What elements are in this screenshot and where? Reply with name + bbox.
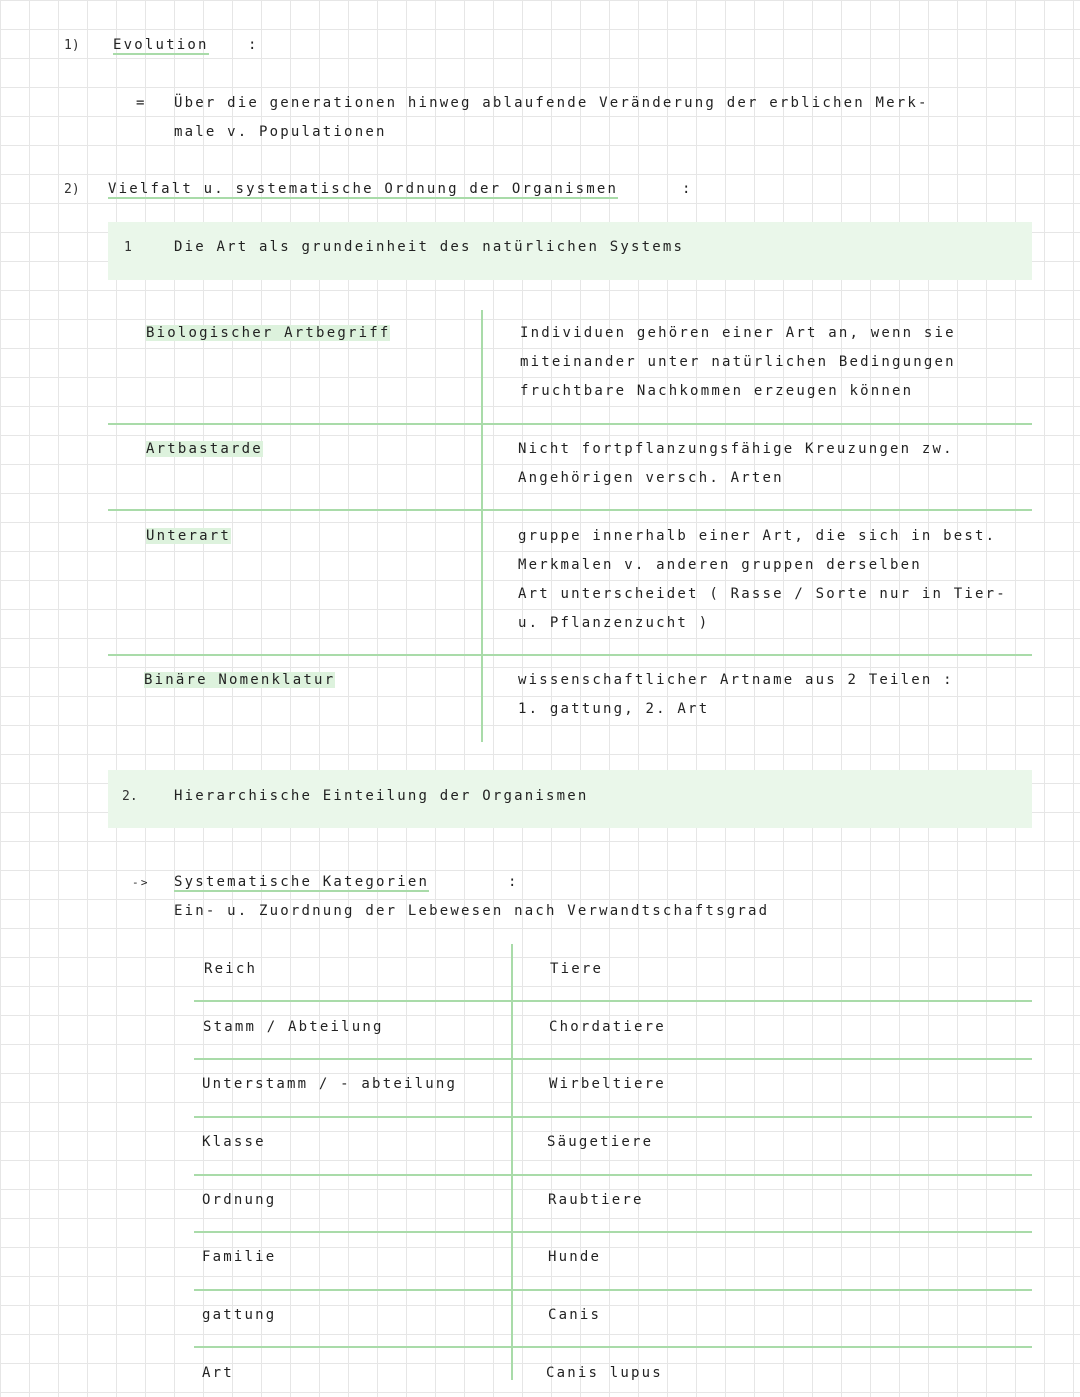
section-2-title: Vielfalt u. systematische Ordnung der Organismen	[108, 181, 619, 197]
hierarchy-row-separator	[194, 1000, 1032, 1002]
definitions-row-separator	[108, 423, 1032, 425]
evolution-definition-line-2: male v. Populationen	[174, 124, 387, 140]
definitions-divider	[481, 310, 483, 742]
section-1-title: Evolution	[113, 37, 209, 53]
rank-label: Art	[202, 1365, 234, 1381]
subsection-1-title: Die Art als grundeinheit des natürlichen Systems	[174, 239, 685, 255]
definition-text-line: Nicht fortpflanzungsfähige Kreuzungen zw.	[518, 441, 954, 457]
rank-example: Raubtiere	[548, 1192, 644, 1208]
rank-example: Chordatiere	[549, 1019, 666, 1035]
categories-description: Ein- u. Zuordnung der Lebewesen nach Verwandtschaftsgrad	[174, 903, 770, 919]
subsection-1-number: 1	[124, 240, 132, 255]
rank-example: Tiere	[550, 961, 604, 977]
arrow-icon: ->	[132, 876, 150, 889]
hierarchy-row-separator	[194, 1289, 1032, 1291]
section-2-number: 2)	[64, 182, 80, 197]
definition-text-line: u. Pflanzenzucht )	[518, 615, 710, 631]
rank-label: Ordnung	[202, 1192, 277, 1208]
rank-example: Canis	[548, 1307, 602, 1323]
evolution-definition-line-1: Über die generationen hinweg ablaufende Veränderung der erblichen Merk-	[174, 95, 929, 111]
rank-example: Hunde	[548, 1249, 602, 1265]
definition-term: Unterart	[146, 528, 232, 544]
rank-example: Canis lupus	[546, 1365, 663, 1381]
categories-title: Systematische Kategorien	[174, 874, 430, 890]
rank-label: Unterstamm / - abteilung	[202, 1076, 458, 1092]
hierarchy-row-separator	[194, 1116, 1032, 1118]
definition-text-line: 1. gattung, 2. Art	[518, 701, 710, 717]
definition-text-line: Angehörigen versch. Arten	[518, 470, 784, 486]
definition-text-line: gruppe innerhalb einer Art, die sich in best.	[518, 528, 997, 544]
section-2-colon: :	[682, 181, 693, 197]
definition-text-line: fruchtbare Nachkommen erzeugen können	[520, 383, 914, 399]
hierarchy-row-separator	[194, 1058, 1032, 1060]
subsection-2-number: 2.	[122, 789, 138, 804]
subsection-2-title: Hierarchische Einteilung der Organismen	[174, 788, 589, 804]
equals-sign: =	[136, 95, 147, 111]
rank-label: Familie	[202, 1249, 277, 1265]
definition-text-line: Art unterscheidet ( Rasse / Sorte nur in Tier-	[518, 586, 1007, 602]
rank-label: Stamm / Abteilung	[203, 1019, 384, 1035]
hierarchy-divider	[511, 944, 513, 1380]
definitions-row-separator	[108, 509, 1032, 511]
hierarchy-row-separator	[194, 1174, 1032, 1176]
rank-label: gattung	[202, 1307, 277, 1323]
hierarchy-row-separator	[194, 1346, 1032, 1348]
categories-colon: :	[508, 874, 519, 890]
definition-text-line: wissenschaftlicher Artname aus 2 Teilen :	[518, 672, 954, 688]
rank-label: Reich	[204, 961, 258, 977]
rank-example: Säugetiere	[547, 1134, 654, 1150]
hierarchy-row-separator	[194, 1231, 1032, 1233]
rank-label: Klasse	[202, 1134, 266, 1150]
definitions-row-separator	[108, 654, 1032, 656]
definition-term: Binäre Nomenklatur	[144, 672, 336, 688]
section-1-colon: :	[248, 37, 259, 53]
section-1-number: 1)	[64, 38, 80, 53]
definition-term: Artbastarde	[146, 441, 263, 457]
definition-text-line: Merkmalen v. anderen gruppen derselben	[518, 557, 922, 573]
definition-text-line: Individuen gehören einer Art an, wenn sie	[520, 325, 956, 341]
definition-text-line: miteinander unter natürlichen Bedingungen	[520, 354, 956, 370]
definition-term: Biologischer Artbegriff	[146, 325, 391, 341]
rank-example: Wirbeltiere	[549, 1076, 666, 1092]
